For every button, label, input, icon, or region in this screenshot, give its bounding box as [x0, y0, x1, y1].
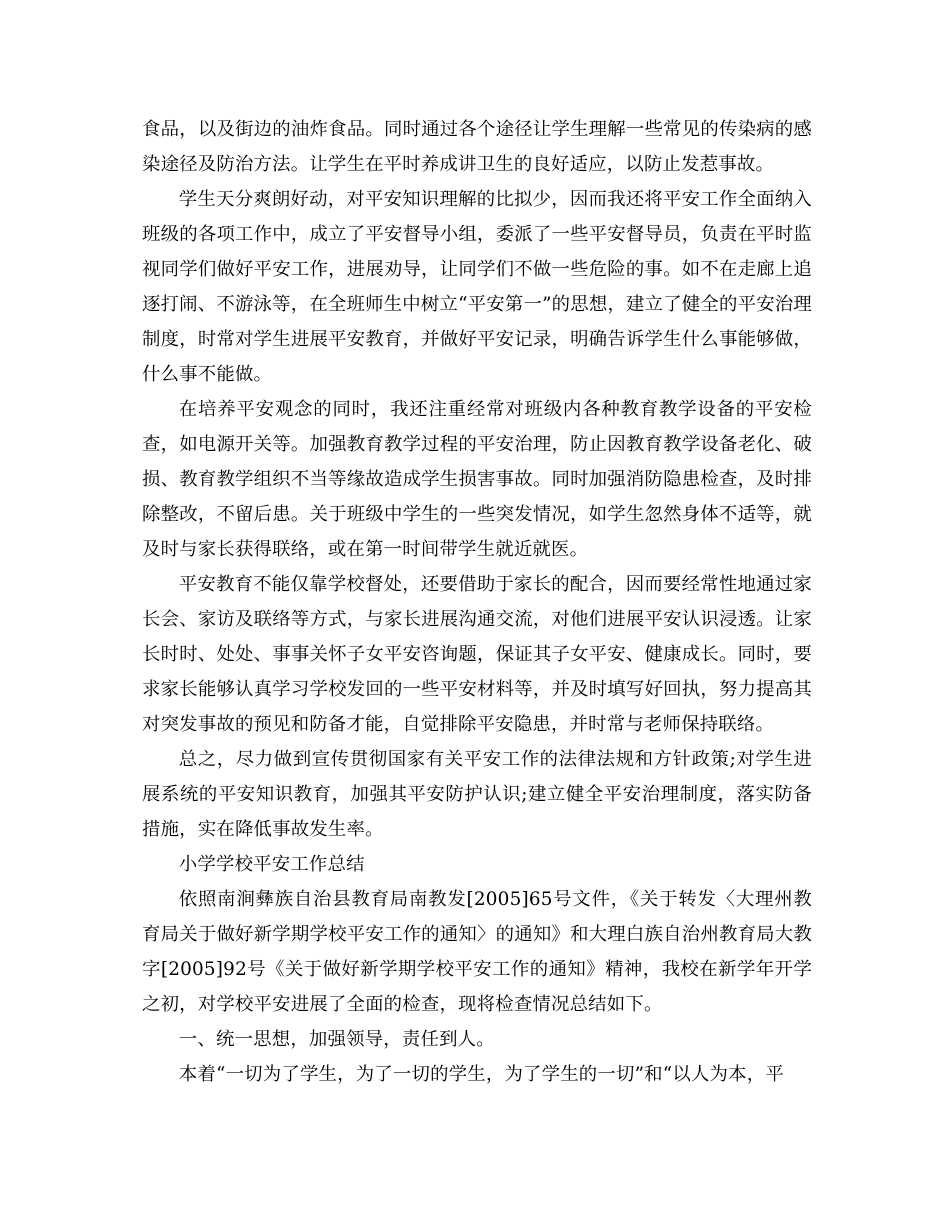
paragraph-9: 本着“一切为了学生，为了一切的学生，为了学生的一切”和“以人为本，平 — [178, 1064, 784, 1085]
paragraph-7: 依照南涧彝族自治县教育局南教发[2005]65号文件，《关于转发〈大理州教育局关于做好新学期学校平安工作的通知〉的通知》和大理白族自治州教育局大教字[2005]92号《关于做好新学期学校平安工作的通知》精神，我校在新学年开学之初，对学校平安进展了全面的检查，现将检查情况总结如下。 — [142, 889, 812, 1015]
section-title: 小学学校平安工作总结 — [178, 854, 365, 875]
section-heading-1: 一、统一思想，加强领导，责任到人。 — [178, 1029, 495, 1050]
paragraph-5: 总之，尽力做到宣传贯彻国家有关平安工作的法律法规和方针政策;对学生进展系统的平安知识教育，加强其平安防护认识;建立健全平安治理制度，落实防备措施，实在降低事故发生率。 — [142, 749, 812, 840]
paragraph-2: 学生天分爽朗好动，对平安知识理解的比拟少，因而我还将平安工作全面纳入班级的各项工作中，成立了平安督导小组，委派了一些平安督导员，负责在平时监视同学们做好平安工作，进展劝导，让同学们不做一些危险的事。如不在走廊上追逐打闹、不游泳等，在全班师生中树立“平安第一”的思想，建立了健全的平安治理制度，时常对学生进展平安教育，并做好平安记录，明确告诉学生什么事能够做，什么事不能做。 — [142, 189, 812, 385]
document-body — [142, 112, 812, 1092]
paragraph-3: 在培养平安观念的同时，我还注重经常对班级内各种教育教学设备的平安检查，如电源开关等。加强教育教学过程的平安治理，防止因教育教学设备老化、破损、教育教学组织不当等缘故造成学生损害事故。同时加强消防隐患检查，及时排除整改，不留后患。关于班级中学生的一些突发情况，如学生忽然身体不适等，就及时与家长获得联络，或在第一时间带学生就近就医。 — [142, 399, 812, 560]
paragraph-4: 平安教育不能仅靠学校督处，还要借助于家长的配合，因而要经常性地通过家长会、家访及联络等方式，与家长进展沟通交流，对他们进展平安认识浸透。让家长时时、处处、事事关怀子女平安咨询题，保证其子女平安、健康成长。同时，要求家长能够认真学习学校发回的一些平安材料等，并及时填写好回执，努力提高其对突发事故的预见和防备才能，自觉排除平安隐患，并时常与老师保持联络。 — [142, 574, 812, 735]
paragraph-1: 食品，以及街边的油炸食品。同时通过各个途径让学生理解一些常见的传染病的感染途径及防治方法。让学生在平时养成讲卫生的良好适应，以防止发惹事故。 — [142, 119, 812, 175]
